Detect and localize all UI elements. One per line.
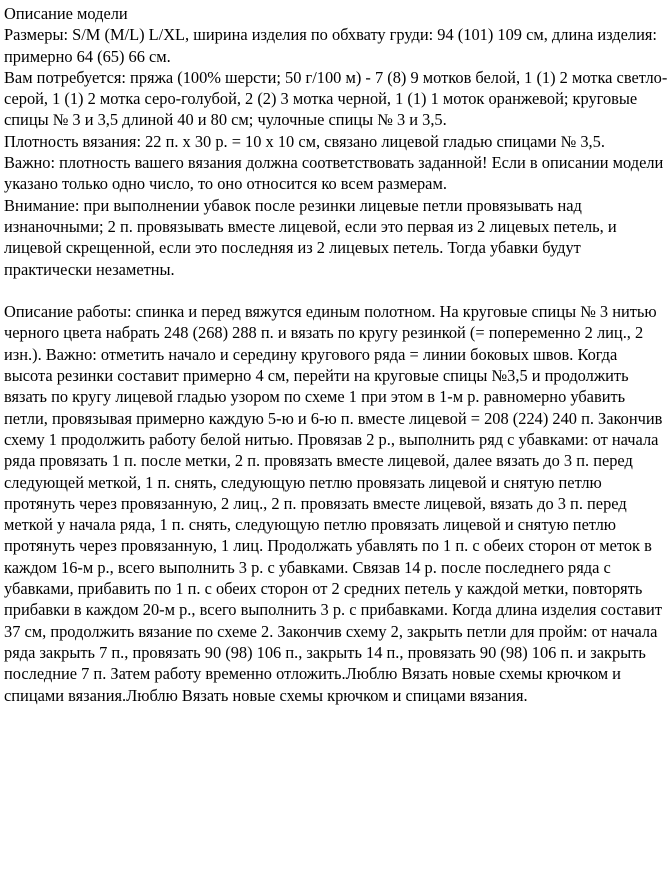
- gauge-paragraph: Плотность вязания: 22 п. х 30 р. = 10 х 10 см, связано лицевой гладью спицами № 3,5.: [4, 131, 605, 151]
- materials-paragraph: Вам потребуется: пряжа (100% шерсти; 50 г/100 м) - 7 (8) 9 мотков белой, 1 (1) 2 мотка светло-серой, 1 (1) 2 мотка серо-голубой, 2 (2) 3 мотка черной, 1 (1) 1 моток оранжевой; круговые спицы № 3 и 3,5 длиной 40 и 80 см; чулочные спицы № 3 и 3,5.: [4, 67, 668, 130]
- sizes-paragraph: Размеры: S/M (M/L) L/XL, ширина изделия по обхвату груди: 94 (101) 109 см, длина изделия: примерно 64 (65) 66 см.: [4, 25, 657, 66]
- important-paragraph: Важно: плотность вашего вязания должна соответствовать заданной! Если в описании модели указано только одно число, то оно относится ко всем размерам.: [4, 153, 664, 194]
- paragraph-gap: [4, 280, 668, 301]
- work-description-paragraph: Описание работы: спинка и перед вяжутся единым полотном. На круговые спицы № 3 нитью черного цвета набрать 248 (268) 288 п. и вязать по кругу резинкой (= попеременно 2 лиц., 2 изн.). Важно: отметить начало и середину кругового ряда = линии боковых швов. Когда высота резинки составит примерно 4 см, перейти на круговые спицы №3,5 и продолжить вязать по кругу лицевой гладью узором по схеме 1 при этом в 1-м р. равномерно убавить петли, провязывая примерно каждую 5-ю и 6-ю п. вместе лицевой = 208 (224) 240 п. Закончив схему 1 продолжить работу белой нитью. Провязав 2 р., выполнить ряд с убавками: от начала ряда провязать 1 п. после метки, 2 п. провязать вместе лицевой, далее вязать до 3 п. перед следующей меткой, 1 п. снять, следующую петлю провязать лицевой и снятую петлю протянуть через провязанную, 2 лиц., 2 п. провязать вместе лицевой, вязать до 3 п. перед меткой у начала ряда, 1 п. снять, следующую петлю провязать лицевой и снятую петлю протянуть через провязанную, 1 лиц. Продолжать убавлять по 1 п. с обеих сторон от меток в каждом 16-м р., всего выполнить 3 р. с убавками. Связав 14 р. после последнего ряда с убавками, прибавить по 1 п. с обеих сторон от 2 средних петель у каждой метки, повторять прибавки в каждом 20-м р., всего выполнить 3 р. с прибавками. Когда длина изделия составит 37 см, продолжить вязание по схеме 2. Закончив схему 2, закрыть петли для пройм: от начала ряда закрыть 7 п., провязать 90 (98) 106 п., закрыть 14 п., провязать 90 (98) 106 п. и закрыть последние 7 п. Затем работу временно отложить.Люблю Вязать новые схемы крючком и спицами вязания.Люблю Вязать новые схемы крючком и спицами вязания.: [4, 302, 663, 705]
- model-description-heading: Описание модели: [4, 4, 128, 23]
- attention-paragraph: Внимание: при выполнении убавок после резинки лицевые петли провязывать над изнаночными; 2 п. провязывать вместе лицевой, если это первая из 2 лицевых петель, и лицевой скрещенной, если это последняя из 2 лицевых петель. Тогда убавки будут практически незаметны.: [4, 195, 617, 279]
- document-page: [4, 3, 668, 706]
